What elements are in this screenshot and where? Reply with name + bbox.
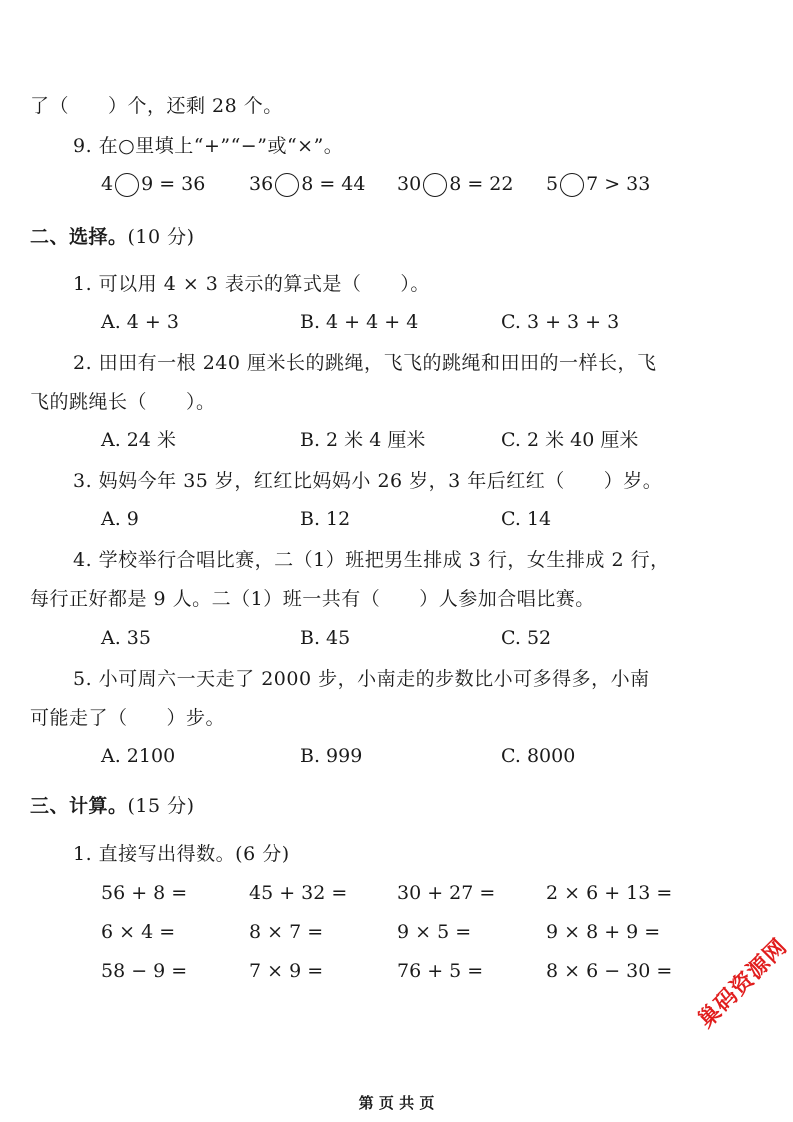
q9-stem: 9. 在○里填上“+”“−”或“×”。: [73, 135, 344, 157]
calc-item: 8 × 6 − 30 =: [546, 960, 673, 982]
q9-item-right: 7 > 33: [586, 173, 651, 195]
choice-1-option-c[interactable]: C. 3 + 3 + 3: [501, 311, 620, 333]
section-3-title: 三、计算。: [30, 795, 128, 817]
choice-4-stem-line-2: 每行正好都是 9 人。二（1）班一共有（ ）人参加合唱比赛。: [30, 588, 595, 610]
q9-item-left: 36: [249, 173, 274, 195]
choice-1-option-a[interactable]: A. 4 + 3: [101, 311, 179, 333]
choice-2-option-c[interactable]: C. 2 米 40 厘米: [501, 429, 639, 451]
choice-5-option-c[interactable]: C. 8000: [501, 745, 576, 767]
answer-circle[interactable]: [560, 173, 584, 197]
q9-item-right: 9 = 36: [141, 173, 206, 195]
answer-circle[interactable]: [423, 173, 447, 197]
choice-5-option-b[interactable]: B. 999: [300, 745, 363, 767]
calc-item: 7 × 9 =: [249, 960, 324, 982]
q9-item-2: [249, 172, 365, 197]
calc-item: 6 × 4 =: [101, 921, 176, 943]
choice-2-option-b[interactable]: B. 2 米 4 厘米: [300, 429, 426, 451]
q8-tail-text: 了（ ）个，还剩 28 个。: [30, 95, 283, 117]
section-2-points: (10 分): [127, 226, 195, 248]
calc-item: 8 × 7 =: [249, 921, 324, 943]
choice-3-option-a[interactable]: A. 9: [101, 508, 139, 530]
section-3-heading: [30, 794, 195, 818]
page-footer: 第 页 共 页: [358, 1094, 435, 1112]
q9-item-left: 30: [397, 173, 422, 195]
choice-1-option-b[interactable]: B. 4 + 4 + 4: [300, 311, 419, 333]
calc-item: 58 − 9 =: [101, 960, 188, 982]
choice-1-stem: 1. 可以用 4 × 3 表示的算式是（ ）。: [73, 273, 430, 295]
section-3-points: (15 分): [127, 795, 195, 817]
q9-item-left: 5: [546, 173, 559, 195]
section-2-title: 二、选择。: [30, 226, 128, 248]
calc-item: 9 × 8 + 9 =: [546, 921, 661, 943]
calc-item: 2 × 6 + 13 =: [546, 882, 673, 904]
choice-5-stem-line-2: 可能走了（ ）步。: [30, 707, 226, 729]
calc-item: 76 + 5 =: [397, 960, 484, 982]
q9-item-4: [546, 172, 650, 197]
q9-item-left: 4: [101, 173, 114, 195]
choice-4-stem-line-1: 4. 学校举行合唱比赛，二（1）班把男生排成 3 行，女生排成 2 行，: [73, 549, 670, 571]
choice-2-option-a[interactable]: A. 24 米: [101, 429, 177, 451]
calc-item: 45 + 32 =: [249, 882, 348, 904]
choice-4-option-b[interactable]: B. 45: [300, 627, 351, 649]
calc-item: 30 + 27 =: [397, 882, 496, 904]
section-2-heading: [30, 225, 195, 249]
calc-item: 9 × 5 =: [397, 921, 472, 943]
choice-5-stem-line-1: 5. 小可周六一天走了 2000 步，小南走的步数比小可多得多，小南: [73, 668, 650, 690]
choice-4-option-a[interactable]: A. 35: [101, 627, 151, 649]
q9-item-right: 8 = 22: [449, 173, 514, 195]
choice-5-option-a[interactable]: A. 2100: [101, 745, 176, 767]
calc-item: 56 + 8 =: [101, 882, 188, 904]
watermark-stamp: 巢码资源网: [693, 934, 793, 1034]
choice-4-option-c[interactable]: C. 52: [501, 627, 552, 649]
calc-1-stem: 1. 直接写出得数。(6 分): [73, 843, 290, 865]
choice-3-option-c[interactable]: C. 14: [501, 508, 552, 530]
q9-item-1: [101, 172, 205, 197]
answer-circle[interactable]: [115, 173, 139, 197]
q9-item-3: [397, 172, 513, 197]
choice-3-option-b[interactable]: B. 12: [300, 508, 351, 530]
answer-circle[interactable]: [275, 173, 299, 197]
choice-3-stem: 3. 妈妈今年 35 岁，红红比妈妈小 26 岁，3 年后红红（ ）岁。: [73, 470, 663, 492]
choice-2-stem-line-1: 2. 田田有一根 240 厘米长的跳绳，飞飞的跳绳和田田的一样长，飞: [73, 352, 657, 374]
q9-item-right: 8 = 44: [301, 173, 366, 195]
choice-2-stem-line-2: 飞的跳绳长（ ）。: [30, 391, 216, 413]
